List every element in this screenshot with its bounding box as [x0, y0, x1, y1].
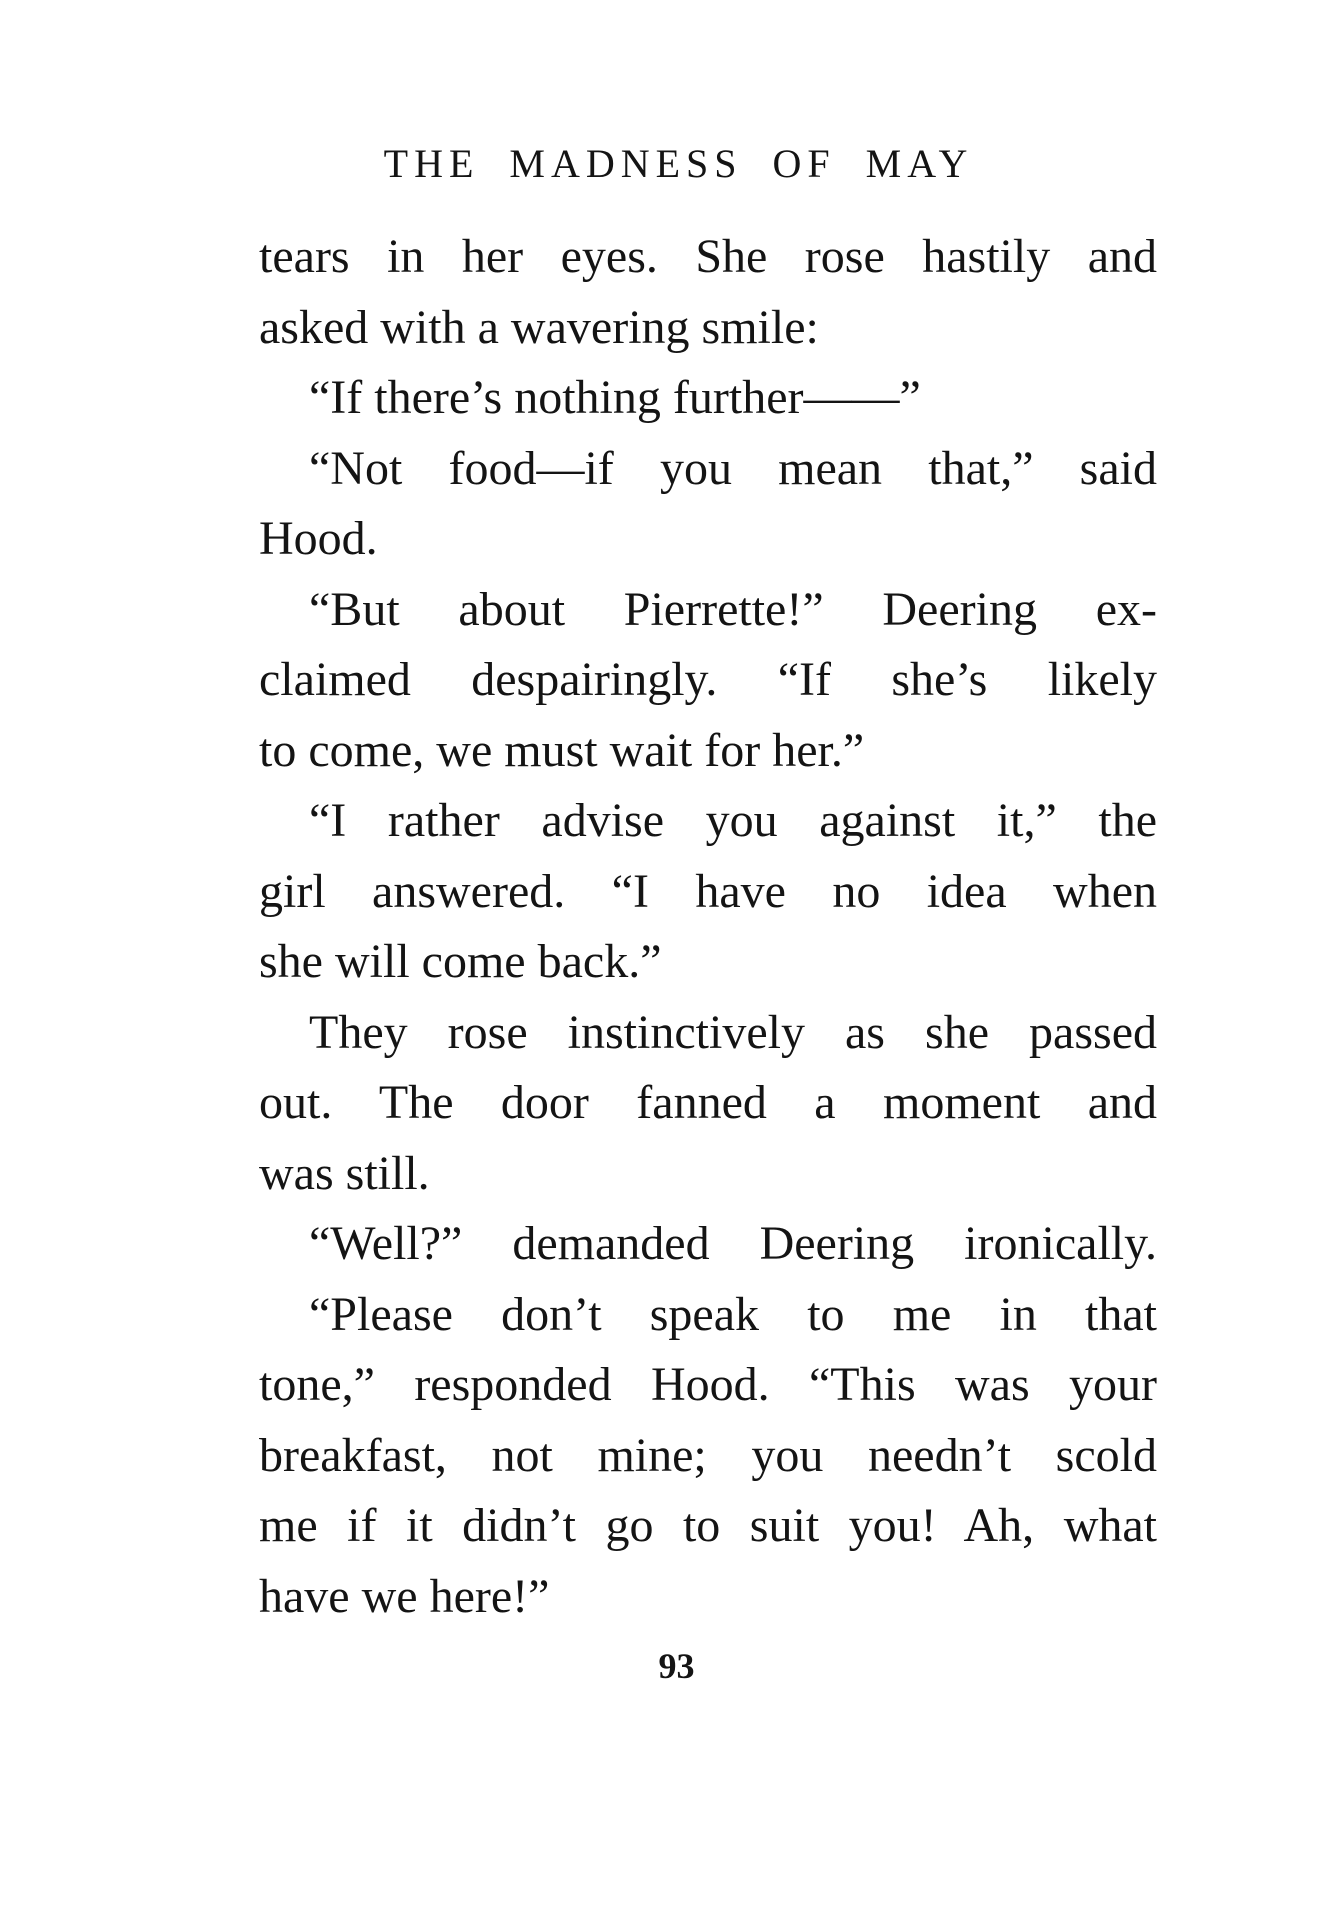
text-line: was still.: [259, 1146, 430, 1200]
text-line: “Well?” demanded Deering ironically.: [309, 1217, 1157, 1270]
text-line: asked with a wavering smile:: [259, 300, 819, 354]
page-number: 93: [658, 1646, 695, 1686]
text-line: “But about Pierrette!” Deering ex-: [309, 582, 1157, 636]
text-line: tears in her eyes. She rose hastily and: [259, 230, 1157, 283]
text-line: Hood.: [259, 512, 378, 565]
text-line: out. The door fanned a moment and: [259, 1076, 1157, 1129]
text-line: me if it didn’t go to suit you! Ah, what: [259, 1499, 1157, 1552]
text-line: breakfast, not mine; you needn’t scold: [259, 1428, 1157, 1482]
text-line: “I rather advise you against it,” the: [309, 794, 1157, 847]
text-line: she will come back.”: [259, 935, 662, 988]
body-text: [259, 222, 1157, 1632]
text-line: They rose instinctively as she passed: [309, 1005, 1157, 1059]
text-line: “Please don’t speak to me in that: [309, 1287, 1157, 1341]
text-line: tone,” responded Hood. “This was your: [259, 1358, 1157, 1411]
text-line: to come, we must wait for her.”: [259, 723, 865, 777]
running-head: THE MADNESS OF MAY: [383, 141, 974, 186]
text-line: “If there’s nothing further——”: [309, 371, 921, 424]
text-line: have we here!”: [259, 1569, 550, 1623]
text-line: girl answered. “I have no idea when: [259, 864, 1157, 918]
text-line: “Not food—if you mean that,” said: [309, 441, 1157, 495]
text-line: claimed despairingly. “If she’s likely: [259, 653, 1157, 706]
